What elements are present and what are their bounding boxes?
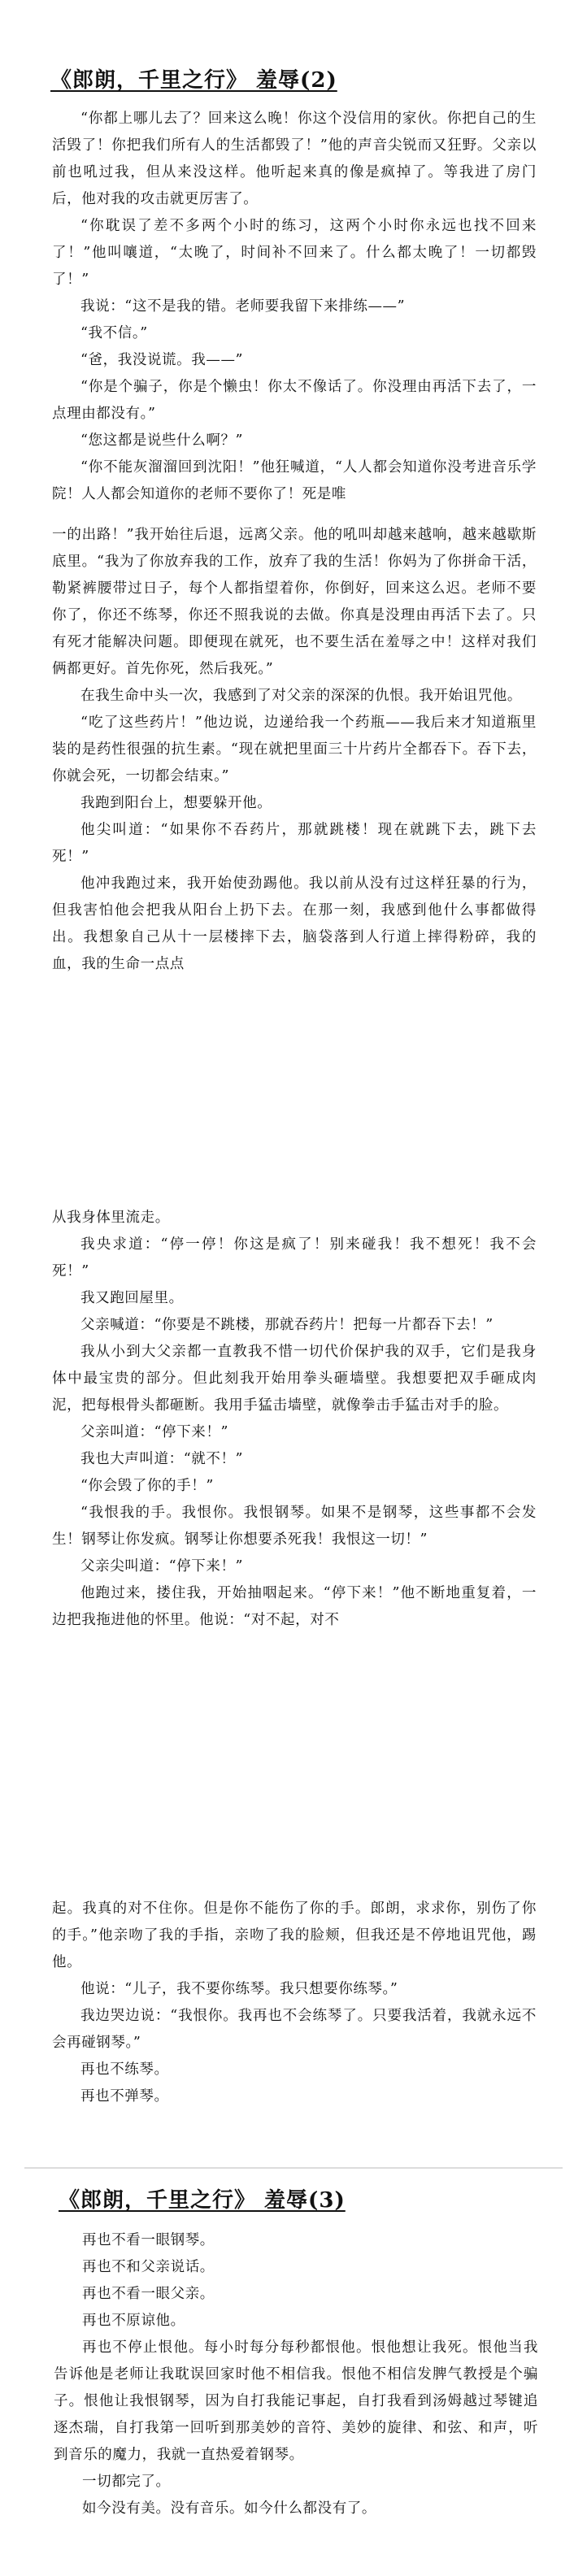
paragraph: 一切都完了。 <box>82 2474 171 2490</box>
paragraph: “你是个骗子，你是个懒虫！你太不像话了。你没理由再活下去了，一点理由都没有。” <box>52 379 537 422</box>
page-section-3 <box>0 1203 587 1894</box>
paragraph: 再也不看一眼父亲。 <box>82 2286 215 2302</box>
paragraph: 他冲我跑过来，我开始使劲踢他。我以前从没有过这样狂暴的行为，但我害怕他会把我从阳台上扔下去。在那一刻，我感到他什么事都做得出。我想象自己从十一层楼摔下去，脑袋落到人行道上摔得粉碎，我的血，我的生命一点点 <box>52 875 537 972</box>
paragraph: 再也不弹琴。 <box>80 2088 169 2105</box>
paragraph: 再也不停止恨他。每小时每分每秒都恨他。恨他想让我死。恨他当我告诉他是老师让我耽误回家时他不相信我。恨他不相信发脾气教授是个骗子。恨他让我恨钢琴，因为自打我能记事起，自打我看到汤姆越过琴键追逐杰瑞，自打我第一回听到那美妙的音符、美妙的旋律、和弦、和声，听到音乐的魔力，我就一直热爱着钢琴。 <box>54 2339 538 2463</box>
paragraph: 父亲尖叫道：“停下来！” <box>80 1558 244 1575</box>
paragraph: 父亲喊道：“你要是不跳楼，那就吞药片！把每一片都吞下去！” <box>80 1317 494 1333</box>
body-text <box>54 2227 538 2522</box>
paragraph: 我边哭边说：“我恨你。我再也不会练琴了。只要我活着，我就永远不会再碰钢琴。” <box>52 2008 537 2051</box>
paragraph: 如今没有美。没有音乐。如今什么都没有了。 <box>82 2500 376 2517</box>
paragraph: 我从小到大父亲都一直教我不惜一切代价保护我的双手，它们是我身体中最宝贵的部分。但此刻我开始用拳头砸墙壁。我想要把双手砸成肉泥，把每根骨头都砸断。我用手猛击墙壁，就像拳击手猛击对手的脸。 <box>52 1344 537 1414</box>
paragraph: 再也不和父亲说话。 <box>82 2259 215 2275</box>
paragraph: 起。我真的对不住你。但是你不能伤了你的手。郎朗，求求你，别伤了你的手。”他亲吻了我的手指，亲吻了我的脸颊，但我还是不停地诅咒他，踢他。 <box>52 1901 537 1970</box>
paragraph: 我央求道：“停一停！你这是疯了！别来碰我！我不想死！我不会死！” <box>52 1236 537 1279</box>
paragraph: 从我身体里流走。 <box>52 1210 170 1226</box>
page-section-1 <box>0 0 587 520</box>
paragraph: 我说：“这不是我的错。老师要我留下来排练——” <box>80 298 406 315</box>
body-text <box>52 522 537 978</box>
paragraph: “你都上哪儿去了？回来这么晚！你这个没信用的家伙。你把自己的生活毁了！你把我们所有人的生活都毁了！”他的声音尖锐而又狂野。父亲以前也吼过我，但从来没这样。他听起来真的像是疯掉了。等我进了房门后，他对我的攻击就更厉害了。 <box>52 111 537 207</box>
page-section-4 <box>0 1894 587 2576</box>
paragraph: “爸，我没说谎。我——” <box>80 352 244 368</box>
paragraph: “你耽误了差不多两个小时的练习，这两个小时你永远也找不回来了！”他叫嚷道，“太晚了，时间补不回来了。什么都太晚了！一切都毁了！” <box>52 218 537 288</box>
paragraph: 一的出路！”我开始往后退，远离父亲。他的吼叫却越来越响，越来越歇斯底里。“我为了你放弃我的工作，放弃了我的生活！你妈为了你拼命干活，勒紧裤腰带过日子，每个人都指望着你，你倒好，回来这么迟。老师不要你了，你还不练琴，你还不照我说的去做。你真是没理由再活下去了。只有死才能解决问题。即便现在就死，也不要生活在羞辱之中！这样对我们俩都更好。首先你死，然后我死。” <box>52 527 537 677</box>
paragraph: “我不信。” <box>80 325 148 341</box>
paragraph: “我恨我的手。我恨你。我恨钢琴。如果不是钢琴，这些事都不会发生！钢琴让你发疯。钢琴让你想要杀死我！我恨这一切！” <box>52 1505 537 1548</box>
section-divider <box>24 2167 563 2169</box>
paragraph: “吃了这些药片！”他边说，边递给我一个药瓶——我后来才知道瓶里装的是药性很强的抗生素。“现在就把里面三十片药片全都吞下。吞下去，你就会死，一切都会结束。” <box>52 715 537 784</box>
body-text <box>52 1896 537 2110</box>
paragraph: “您这都是说些什么啊？” <box>80 432 244 449</box>
paragraph: 再也不看一眼钢琴。 <box>82 2232 215 2248</box>
paragraph: 我又跑回屋里。 <box>80 1290 184 1306</box>
chapter-title: 《郎朗，千里之行》 羞辱(2) <box>50 68 337 93</box>
paragraph: 他跑过来，搂住我，开始抽咽起来。“停下来！”他不断地重复着，一边把我拖进他的怀里。他说：“对不起，对不 <box>52 1585 537 1628</box>
paragraph: 再也不原谅他。 <box>82 2313 185 2329</box>
body-text <box>52 1205 537 1634</box>
paragraph: 再也不练琴。 <box>80 2061 169 2078</box>
chapter-title: 《郎朗，千里之行》 羞辱(3) <box>59 2188 346 2213</box>
body-text <box>52 106 537 508</box>
paragraph: 我跑到阳台上，想要躲开他。 <box>80 795 272 811</box>
page-section-2 <box>0 520 587 1203</box>
paragraph: 父亲叫道：“停下来！” <box>80 1424 228 1440</box>
paragraph: 他说：“儿子，我不要你练琴。我只想要你练琴。” <box>80 1981 398 1997</box>
paragraph: 在我生命中头一次，我感到了对父亲的深深的仇恨。我开始诅咒他。 <box>80 688 522 704</box>
paragraph: “你会毁了你的手！” <box>80 1478 214 1494</box>
paragraph: “你不能灰溜溜回到沈阳！”他狂喊道，“人人都会知道你没考进音乐学院！人人都会知道你的老师不要你了！死是唯 <box>52 459 537 502</box>
paragraph: 我也大声叫道：“就不！” <box>80 1451 244 1467</box>
paragraph: 他尖叫道：“如果你不吞药片，那就跳楼！现在就跳下去，跳下去死！” <box>52 822 537 865</box>
